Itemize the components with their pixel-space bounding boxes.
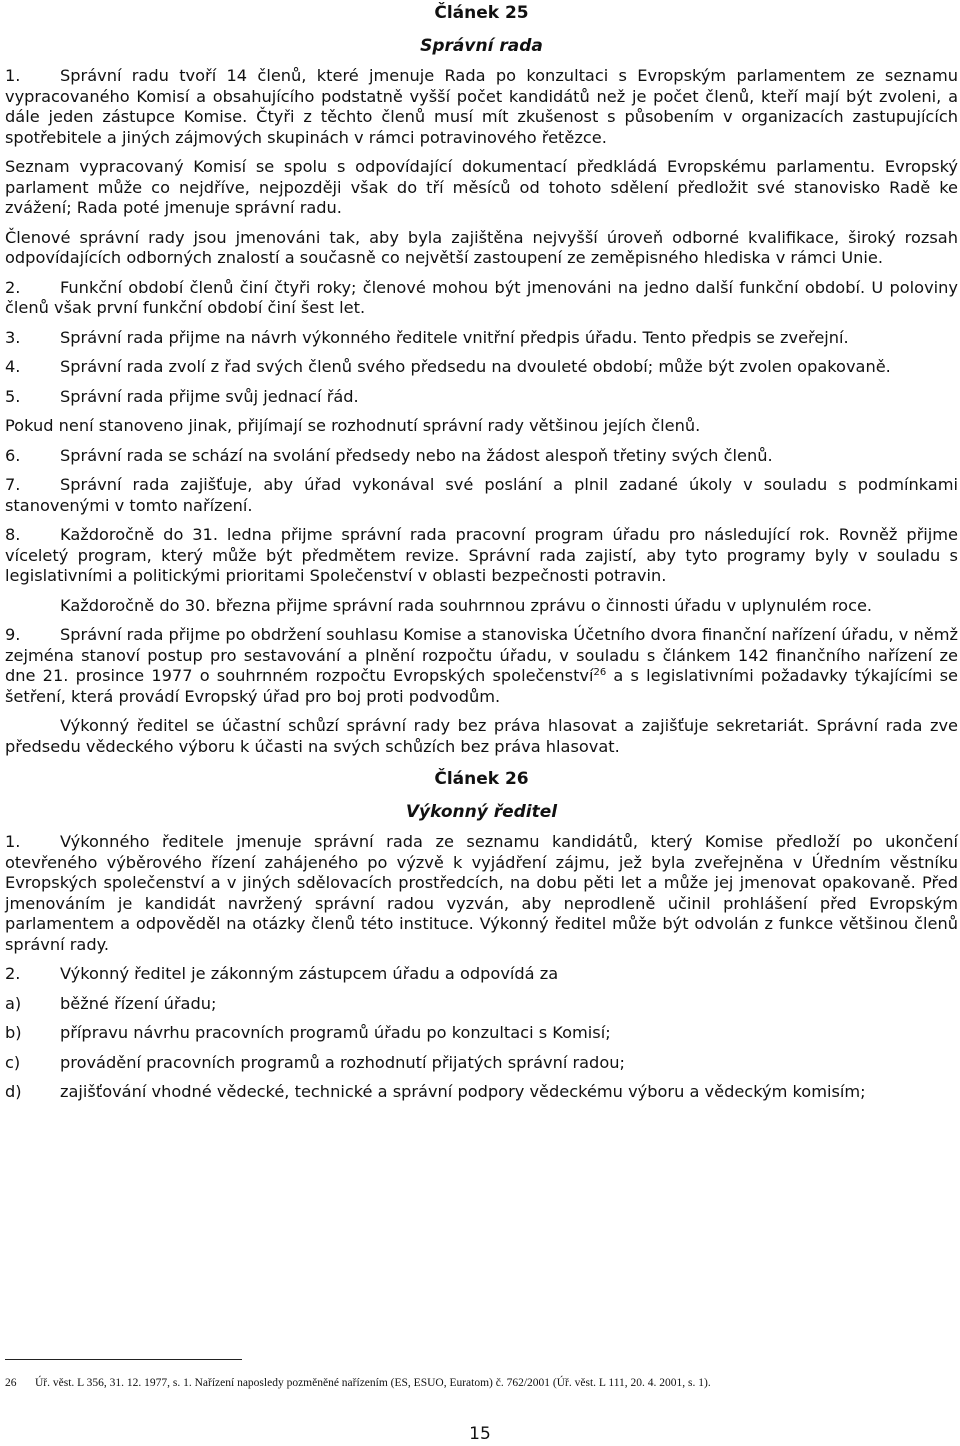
- list-item: c) provádění pracovních programů a rozhodnutí přijatých správní radou;: [5, 1052, 625, 1072]
- footnote: [5, 1376, 955, 1390]
- article-26-heading: Článek 26: [434, 769, 529, 789]
- paragraph: 1. Výkonného ředitele jmenuje správní rada ze seznamu kandidátů, který Komise předloží po ukončení otevřeného výběrového řízení zahájeného po výzvě k vyjádření zájmu, jež byla zveřejněna v Úředním věstníku Evropských společenství a v jiných sdělovacích prostředcích, na dobu pěti let a může jej jmenovat opakovaně. Před jmenováním je kandidát navržený správní radou vyzván, aby neprodleně učinil prohlášení před Evropským parlamentem a odpověděl na otázky členů této instituce. Výkonný ředitel může být odvolán z funkce většinou členů správní rady.: [5, 832, 958, 954]
- footnote-divider: [5, 1359, 242, 1360]
- list-item: a) běžné řízení úřadu;: [5, 993, 217, 1013]
- paragraph: 2. Funkční období členů činí čtyři roky; členové mohou být jmenováni na jedno další funkční období. U poloviny členů však první funkční období činí šest let.: [5, 277, 958, 317]
- paragraph: Seznam vypracovaný Komisí se spolu s odpovídající dokumentací předkládá Evropskému parlamentu. Evropský parlament může co nejdříve, nejpozději však do tří měsíců od tohoto sdělení předložit své stanovisko Radě ke zvážení; Rada poté jmenuje správní radu.: [5, 157, 958, 217]
- footnote-text: Úř. věst. L 356, 31. 12. 1977, s. 1. Nařízení naposledy pozměněné nařízením (ES, ESUO, Euratom) č. 762/2001 (Úř. věst. L 111, 20. 4. 2001, s. 1).: [35, 1377, 711, 1389]
- paragraph: 2. Výkonný ředitel je zákonným zástupcem úřadu a odpovídá za: [5, 964, 559, 983]
- footnote-number: 26: [5, 1377, 17, 1389]
- list-item: d) zajišťování vhodné vědecké, technické a správní podpory vědeckému výboru a vědeckým komisím;: [5, 1082, 866, 1101]
- paragraph: 6. Správní rada se schází na svolání předsedy nebo na žádost alespoň třetiny svých členů.: [5, 445, 773, 465]
- page-number: 15: [469, 1424, 491, 1444]
- article-25-heading: Článek 25: [434, 3, 529, 23]
- paragraph: 7. Správní rada zajišťuje, aby úřad vykonával své poslání a plnil zadané úkoly v souladu s podmínkami stanovenými v tomto nařízení.: [5, 475, 958, 515]
- paragraph: Výkonný ředitel se účastní schůzí správní rady bez práva hlasovat a zajišťuje sekretariát. Správní rada zve předsedu vědeckého výboru k účasti na svých schůzích bez práva hlasovat.: [5, 716, 958, 756]
- paragraph: 9. Správní rada přijme po obdržení souhlasu Komise a stanoviska Účetního dvora finanční nařízení úřadu, v němž zejména stanoví postup pro sestavování a plnění rozpočtu úřadu, v souladu s článkem 142 finančního nařízení ze dne 21. prosince 1977 o souhrnném rozpočtu Evropských společenství$^{26}$ a s legislativními požadavky týkajícími se šetření, která provádí Evropský úřad pro boj proti podvodům.: [5, 625, 958, 706]
- paragraph: 3. Správní rada přijme na návrh výkonného ředitele vnitřní předpis úřadu. Tento předpis se zveřejní.: [5, 327, 849, 347]
- paragraph: Pokud není stanoveno jinak, přijímají se rozhodnutí správní rady většinou jejích členů.: [5, 416, 701, 435]
- article-25-body: [5, 66, 958, 757]
- paragraph: Členové správní rady jsou jmenováni tak, aby byla zajištěna nejvyšší úroveň odborné kvalifikace, široký rozsah odpovídajících odborných znalostí a současně co největší zastoupení ze zeměpisného hlediska v rámci Unie.: [5, 227, 958, 267]
- document-page: [5, 0, 958, 1112]
- paragraph: 5. Správní rada přijme svůj jednací řád.: [5, 386, 359, 406]
- paragraph: 4. Správní rada zvolí z řad svých členů svého předsedu na dvouleté období; může být zvolen opakovaně.: [5, 357, 891, 376]
- article-26-body: [5, 832, 958, 1103]
- paragraph: 1. Správní radu tvoří 14 členů, které jmenuje Rada po konzultaci s Evropským parlamentem ze seznamu vypracovaného Komisí a obsahujícího podstatně vyšší počet kandidátů než je počet členů, kteří mají být zvoleni, a dále jeden zástupce Komise. Čtyři z těchto členů musí mít zkušenost s působením v organizacích zastupujících spotřebitele a jiných zájmových skupinách v rámci potravinového řetězce.: [5, 66, 958, 147]
- article-25-title: Správní rada: [420, 36, 543, 56]
- footnote-reference[interactable]: 26: [593, 667, 607, 678]
- paragraph: Každoročně do 30. března přijme správní rada souhrnnou zprávu o činnosti úřadu v uplynulém roce.: [60, 595, 873, 615]
- article-26-title: Výkonný ředitel: [405, 802, 558, 822]
- paragraph: 8. Každoročně do 31. ledna přijme správní rada pracovní program úřadu pro následující rok. Rovněž přijme víceletý program, který může být předmětem revize. Správní rada zajistí, aby tyto programy byly v souladu s legislativními a politickými prioritami Společenství v oblasti bezpečnosti potravin.: [5, 525, 958, 585]
- list-item: b) přípravu návrhu pracovních programů úřadu po konzultaci s Komisí;: [5, 1023, 611, 1042]
